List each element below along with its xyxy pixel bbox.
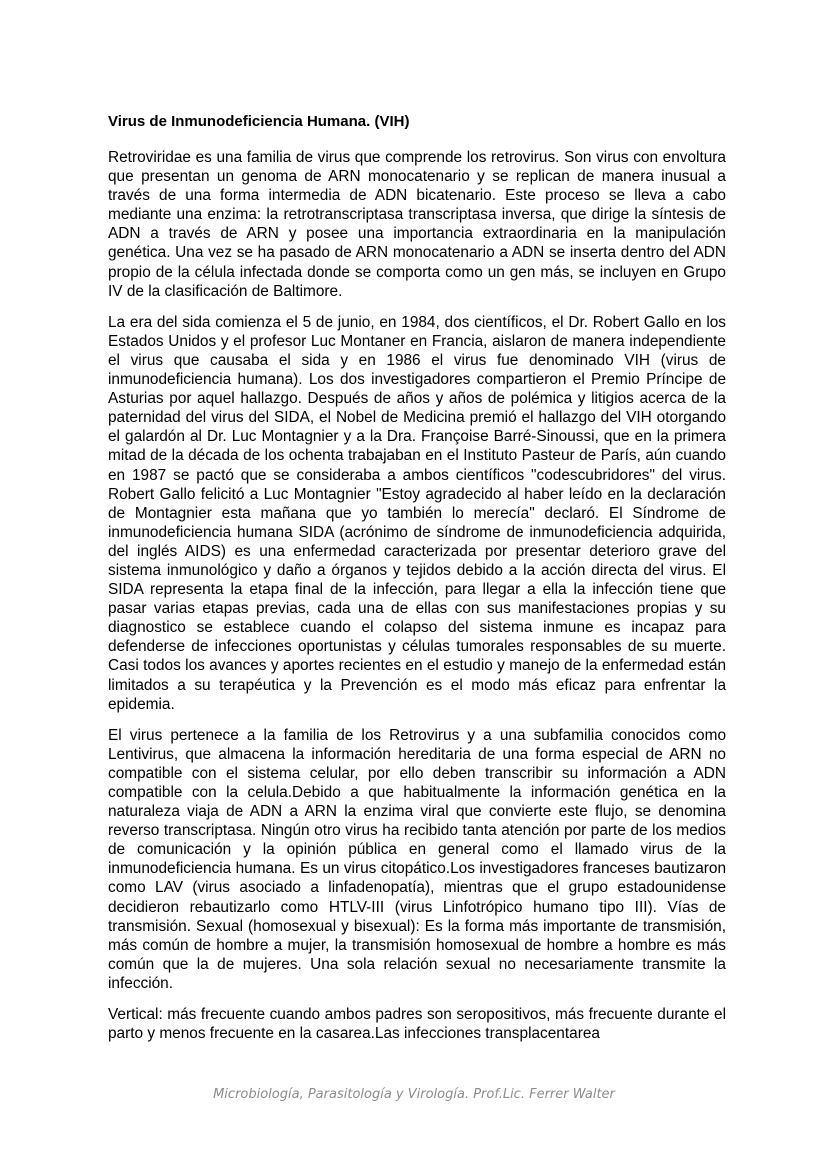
paragraph-vertical: Vertical: más frecuente cuando ambos padres son seropositivos, más frecuente durante el parto y menos frecuente en la casarea.Las infecciones transplacentarea [108,1006,726,1043]
page-footer: Microbiología, Parasitología y Virología. Prof.Lic. Ferrer Walter [213,1087,615,1102]
paragraph-era-del-sida: La era del sida comienza el 5 de junio, en 1984, dos científicos, el Dr. Robert Gallo en los Estados Unidos y el profesor Luc Montaner en Francia, aislaron de manera independiente el virus que causaba el sida y en 1986 el virus fue denominado VIH (virus de inmunodeficiencia humana). Los dos investigadores compartieron el Premio Príncipe de Asturias por aquel hallazgo. Después de años y años de polémica y litigios acerca de la paternidad del virus del SIDA, el Nobel de Medicina premió el hallazgo del VIH otorgando el galardón al Dr. Luc Montagnier y a la Dra. Françoise Barré-Sinoussi, que en la primera mitad de la década de los ochenta trabajaban en el Instituto Pasteur de París, aún cuando en 1987 se pactó que se consideraba a ambos científicos "codescubridores" del virus. Robert Gallo felicitó a Luc Montagnier "Estoy agradecido al haber leído en la declaración de Montagnier esta mañana que yo también lo merecía" declaró. El Síndrome de inmunodeficiencia humana SIDA (acrónimo de síndrome de inmunodeficiencia adquirida, del inglés AIDS) es una enfermedad caracterizada por presentar deterioro grave del sistema inmunológico y daño a órganos y tejidos debido a la acción directa del virus. El SIDA representa la etapa final de la infección, para llegar a ella la infección tiene que pasar varias etapas previas, cada una de ellas con sus manifestaciones propias y su diagnostico se establece cuando el colapso del sistema inmune es incapaz para defenderse de infecciones oportunistas y células tumorales responsables de su muerte. Casi todos los avances y aportes recientes en el estudio y manejo de la enfermedad están limitados a su terapéutica y la Prevención es el modo más eficaz para enfrentar la epidemia. [108,313,726,713]
paragraph-retroviridae: Retroviridae es una familia de virus que comprende los retrovirus. Son virus con envoltura que presentan un genoma de ARN monocatenario y se replican de manera inusual a través de una forma intermedia de ADN bicatenario. Este proceso se lleva a cabo mediante una enzima: la retrotranscriptasa transcriptasa inversa, que dirige la síntesis de ADN a través de ARN y posee una importancia extraordinaria en la manipulación genética. Una vez se ha pasado de ARN monocatenario a ADN se inserta dentro del ADN propio de la célula infectada donde se comporta como un gen más, se incluyen en Grupo IV de la clasificación de Baltimore. [108,149,726,300]
document-title: Virus de Inmunodeficiencia Humana. (VIH) [108,113,410,130]
paragraph-lentivirus: El virus pertenece a la familia de los Retrovirus y a una subfamilia conocidos como Lentivirus, que almacena la información hereditaria de una forma especial de ARN no compatible con el sistema celular, por ello deben transcribir su información a ADN compatible con la celula.Debido a que habitualmente la información genética en la naturaleza viaja de ADN a ARN la enzima viral que convierte este flujo, se denomina reverso transcriptasa. Ningún otro virus ha recibido tanta atención por parte de los medios de comunicación y la opinión pública en general como el llamado virus de la inmunodeficiencia humana. Es un virus citopático.Los investigadores franceses bautizaron como LAV (virus asociado a linfadenopatía), mientras que el grupo estadounidense decidieron rebautizarlo como HTLV-III (virus Linfotrópico humano tipo III). Vías de transmisión. Sexual (homosexual y bisexual): Es la forma más importante de transmisión, más común de hombre a mujer, la transmisión homosexual de hombre a hombre es más común que la de mujeres. Una sola relación sexual no necesariamente transmite la infección. [108,726,726,992]
document-page [108,108,726,1055]
